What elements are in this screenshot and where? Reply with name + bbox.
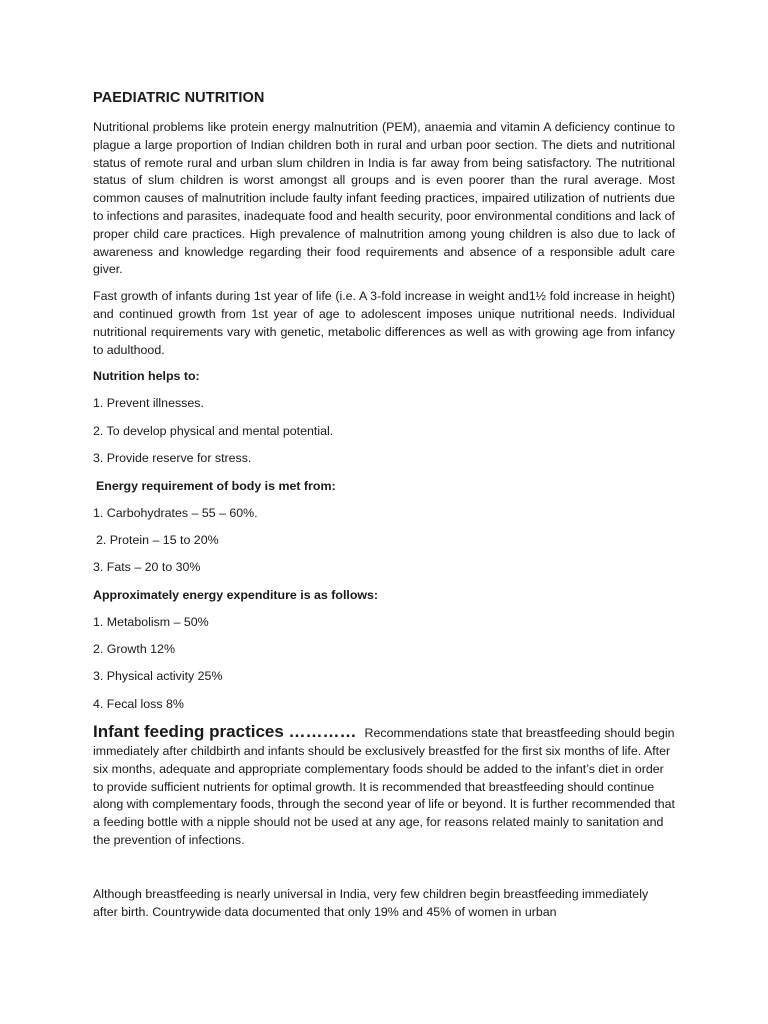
energy-expenditure-item: 1. Metabolism – 50% <box>93 614 209 629</box>
document-title: PAEDIATRIC NUTRITION <box>93 90 265 106</box>
energy-expenditure-heading: Approximately energy expenditure is as follows: <box>93 587 379 602</box>
infant-feeding-text: Recommendations state that breastfeeding should begin immediately after childbirth and infants should be exclusively breastfed for the first six months of life. After six months, adequate and appropriate complementary foods should be added to the infant’s diet in order to provide sufficient nutrients for optimal growth. It is recommended that breastfeeding should continue along with complementary foods, through the second year of life or beyond. It is further recommended that a feeding bottle with a nipple should not be used at any age, for reasons related mainly to sanitation and the prevention of infections. <box>93 726 675 848</box>
nutrition-helps-item: 2. To develop physical and mental potential. <box>93 423 334 438</box>
nutrition-helps-item: 1. Prevent illnesses. <box>93 396 204 411</box>
nutrition-helps-item: 3. Provide reserve for stress. <box>93 451 252 466</box>
intro-paragraph-2: Fast growth of infants during 1st year of life (i.e. A 3-fold increase in weight and1½ fold increase in height) and continued growth from 1st year of age to adolescent imposes unique nutritional needs. Individual nutritional requirements vary with genetic, metabolic differences as well as with growing age from infancy to adulthood. <box>93 289 675 357</box>
intro-paragraph-1: Nutritional problems like protein energy malnutrition (PEM), anaemia and vitamin A deficiency continue to plague a large proportion of Indian children both in rural and urban poor section. The diets and nutritional status of remote rural and urban slum children in India is far away from being satisfactory. The nutritional status of slum children is worst amongst all groups and is even poorer than the rural average. Most common causes of malnutrition include faulty infant feeding practices, impaired utilization of nutrients due to infections and parasites, inadequate food and health security, poor environmental conditions and lack of proper child care practices. High prevalence of malnutrition among young children is also due to lack of awareness and knowledge regarding their food requirements and absence of a responsible adult care giver. <box>93 120 675 277</box>
energy-expenditure-item: 2. Growth 12% <box>93 642 175 657</box>
energy-requirement-item: 2. Protein – 15 to 20% <box>96 532 219 547</box>
nutrition-helps-heading: Nutrition helps to: <box>93 369 200 384</box>
document-page <box>93 88 675 930</box>
infant-feeding-heading: Infant feeding practices ………… <box>93 722 357 742</box>
energy-expenditure-item: 4. Fecal loss 8% <box>93 696 184 711</box>
closing-paragraph: Although breastfeeding is nearly universal in India, very few children begin breastfeeding immediately after birth. Countrywide data documented that only 19% and 45% of women in urban <box>93 886 649 919</box>
energy-requirement-item: 3. Fats – 20 to 30% <box>93 560 201 575</box>
energy-requirement-heading: Energy requirement of body is met from: <box>96 478 336 493</box>
energy-expenditure-item: 3. Physical activity 25% <box>93 669 223 684</box>
energy-requirement-item: 1. Carbohydrates – 55 – 60%. <box>93 505 258 520</box>
infant-feeding-section <box>93 723 675 850</box>
